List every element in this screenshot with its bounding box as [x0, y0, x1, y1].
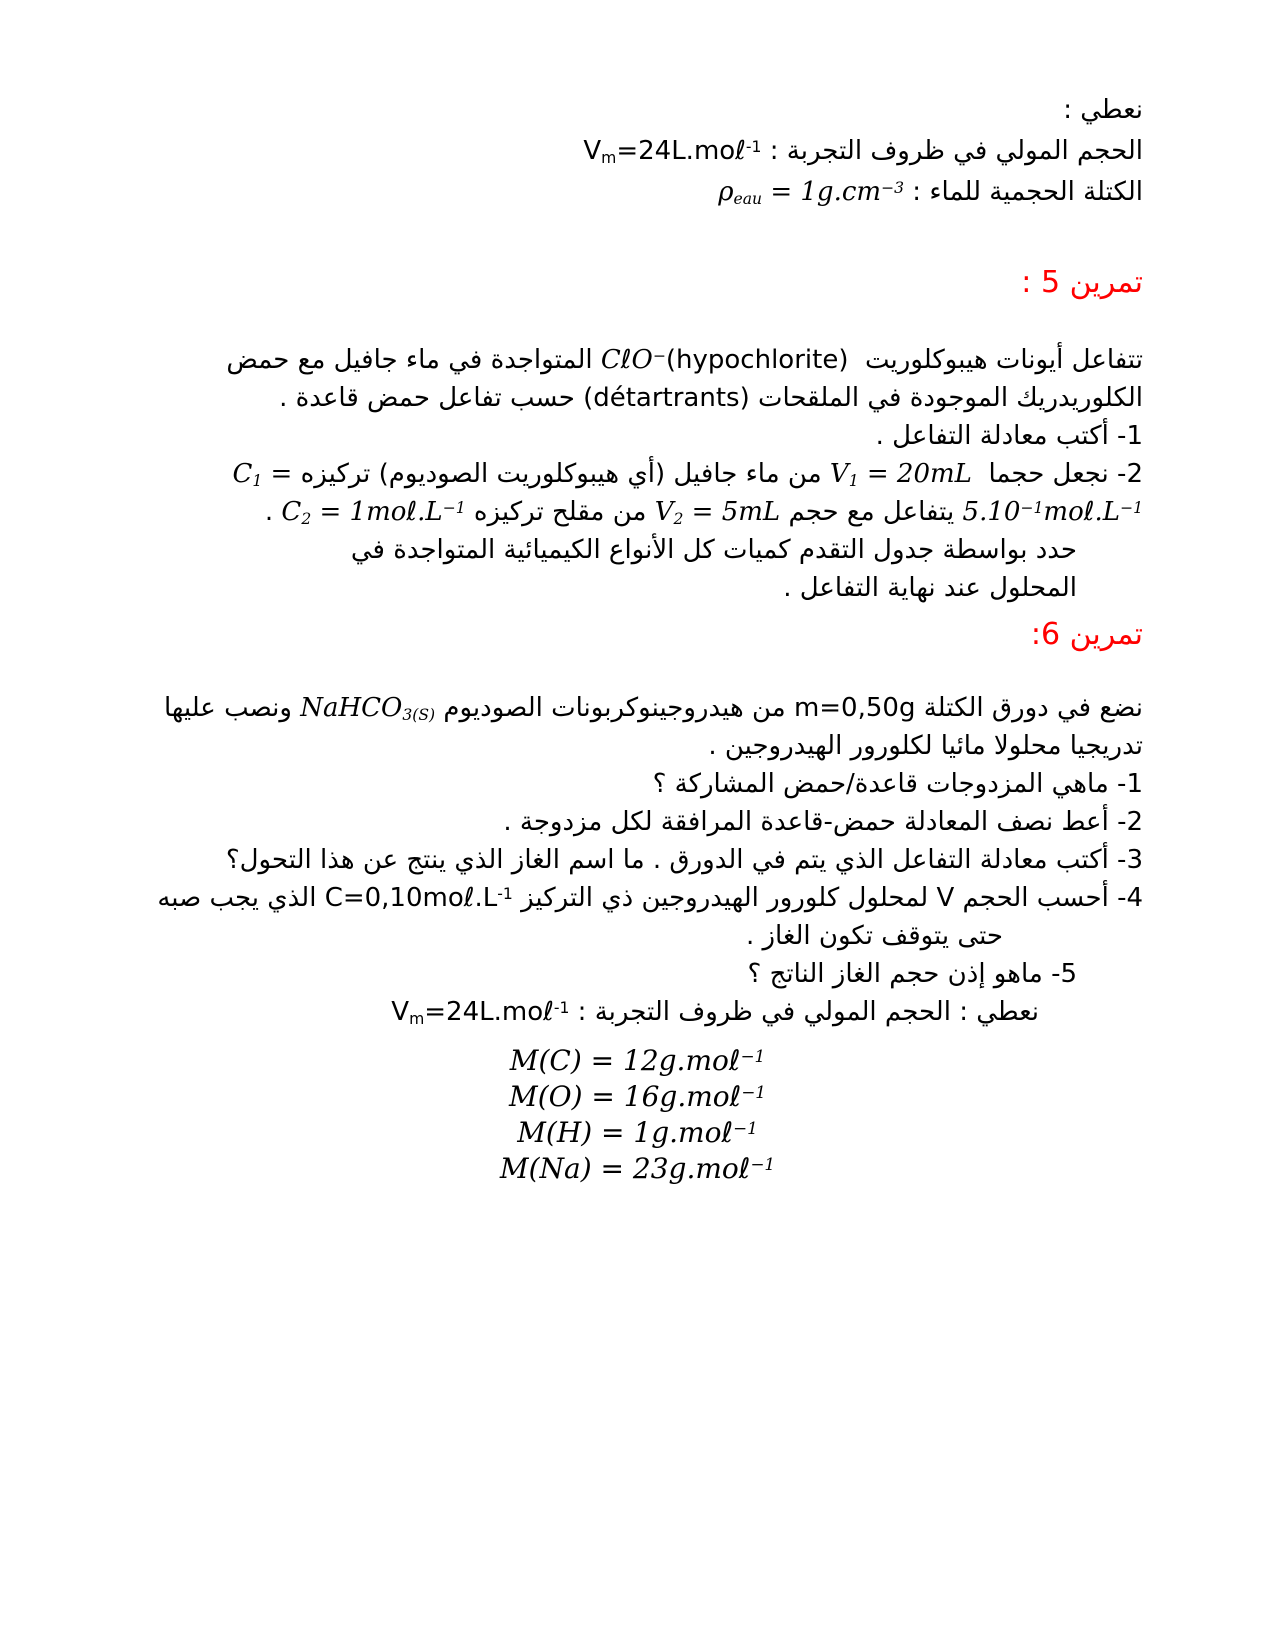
math-segment: M(O) = 16g.moℓ$^{-1}$ [509, 1080, 766, 1113]
latin-segment: $V_m=24L.mo\ell^{-1}$ [583, 136, 762, 168]
arabic-text-segment: حسب تفاعل حمض قاعدة . [279, 383, 584, 413]
arabic-text-segment: من مقلح تركيزه [465, 497, 655, 527]
exercise5-question-2-line-4 [60, 569, 1143, 607]
exercise5-question-2-line-1 [60, 455, 1143, 493]
arabic-text-segment: حدد بواسطة جدول التقدم كميات كل الأنواع الكيميائية المتواجدة في [350, 535, 1077, 565]
latin-segment: $V_m=24L.mo\ell^{-1}$ [391, 997, 570, 1029]
arabic-text-segment: تدريجيا محلولا مائيا لكلورور الهيدروجين . [708, 731, 1143, 761]
molar-masses-block [60, 1043, 1143, 1187]
math-segment: NaHCO$_{3(S)}$ [300, 693, 436, 725]
latin-segment: (hypochlorite) [665, 345, 857, 375]
exercise5-intro-line-2 [60, 379, 1143, 417]
exercise6-given-line [60, 993, 1143, 1031]
arabic-text-segment: ونصب عليها [163, 693, 301, 723]
exercise6-question-1 [60, 765, 1143, 803]
givens-label-line [60, 90, 1143, 131]
arabic-text-segment: الذي يجب صبه [157, 883, 325, 913]
arabic-text-segment: الكتلة الحجمية للماء : [904, 177, 1143, 207]
water-density-given-line [60, 172, 1143, 213]
molar-volume-given-line [60, 131, 1143, 172]
exercise6-question-3 [60, 841, 1143, 879]
exercise6-intro-line-1 [60, 689, 1143, 727]
arabic-text-segment: 2- أعط نصف المعادلة حمض-قاعدة المرافقة لكل مزدوجة . [503, 807, 1143, 837]
exercise5-question-2-line-2 [60, 493, 1143, 531]
arabic-text-segment: 3- أكتب معادلة التفاعل الذي يتم في الدورق . ما اسم الغاز الذي ينتج عن هذا التحول؟ [225, 845, 1143, 875]
arabic-text-segment: من ماء جافيل (أي هيبوكلوريت الصوديوم) تركيزه [292, 459, 830, 489]
molar-mass-carbon [132, 1043, 1143, 1079]
exercise6-intro-line-2 [60, 727, 1143, 765]
arabic-text-segment: الحجم المولي في ظروف التجربة : [761, 136, 1143, 166]
molar-mass-oxygen [132, 1079, 1143, 1115]
exercise6-body [60, 689, 1143, 1031]
exercise5-question-2-line-3 [60, 531, 1143, 569]
exercise5-intro-line-1 [60, 341, 1143, 379]
exercise5-title: تمرين 5 : [1021, 265, 1143, 300]
exercise6-question-5 [60, 955, 1143, 993]
exercise6-question-2 [60, 803, 1143, 841]
math-segment: M(Na) = 23g.moℓ$^{-1}$ [499, 1152, 776, 1185]
math-segment: $V_2 = 5mL$ [654, 497, 781, 529]
math-segment: M(H) = 1g.moℓ$^{-1}$ [517, 1116, 758, 1149]
math-segment: M(C) = 12g.moℓ$^{-1}$ [509, 1044, 766, 1077]
exercise6-question-4-line-2 [60, 917, 1143, 955]
arabic-text-segment: حتى يتوقف تكون الغاز . [745, 921, 1003, 951]
arabic-text-segment: من هيدروجينوكربونات الصوديوم [435, 693, 794, 723]
arabic-text-segment: المتواجدة في ماء جافيل مع حمض [226, 345, 601, 375]
arabic-text-segment: الكلوريدريك الموجودة في الملقحات [749, 383, 1143, 413]
arabic-text-segment: . [264, 497, 282, 527]
math-segment: $5.10^{-1}mo\ell.L^{-1}$ [962, 497, 1143, 527]
arabic-text-segment: 2- نجعل حجما [971, 459, 1143, 489]
arabic-text-segment: نعطي : [1063, 95, 1143, 125]
latin-segment: (détartrants) [583, 383, 750, 413]
latin-segment: m=0,50g [793, 693, 916, 723]
exercise5-question-1 [60, 417, 1143, 455]
math-segment: $V_1 = 20mL$ [829, 459, 972, 491]
arabic-text-segment: 1- أكتب معادلة التفاعل . [875, 421, 1143, 451]
exercise5-body [60, 341, 1143, 607]
math-segment: $C_2$ = $1mo\ell.L^{-1}$ [281, 497, 466, 529]
arabic-text-segment: 1- ماهي المزدوجات قاعدة/حمض المشاركة ؟ [652, 769, 1143, 799]
molar-mass-hydrogen [132, 1115, 1143, 1151]
exercise6-question-4-line-1 [60, 879, 1143, 917]
arabic-text-segment: نعطي : الحجم المولي في ظروف التجربة : [569, 997, 1039, 1027]
math-segment: $C_1$ = [232, 459, 293, 491]
arabic-text-segment: المحلول عند نهاية التفاعل . [783, 573, 1077, 603]
latin-segment: $C=0,10mo\ell.L^{-1}$ [324, 883, 513, 913]
math-segment: $\rho_{eau} = 1g.cm^{-3}$ [718, 177, 905, 209]
arabic-text-segment: 4- أحسب الحجم [954, 883, 1143, 913]
molar-mass-sodium [132, 1151, 1143, 1187]
arabic-text-segment: 5- ماهو إذن حجم الغاز الناتج ؟ [747, 959, 1077, 989]
arabic-text-segment: نضع في دورق الكتلة [915, 693, 1143, 723]
latin-segment: V [936, 883, 955, 913]
arabic-text-segment: تتفاعل أيونات هيبوكلوريت [856, 345, 1143, 375]
exercise6-title: تمرين 6: [1030, 617, 1143, 652]
arabic-text-segment: لمحلول كلورور الهيدروجين ذي التركيز [512, 883, 937, 913]
arabic-text-segment: يتفاعل مع حجم [780, 497, 963, 527]
top-givens-block [60, 90, 1143, 213]
math-segment: CℓO− [600, 345, 666, 375]
